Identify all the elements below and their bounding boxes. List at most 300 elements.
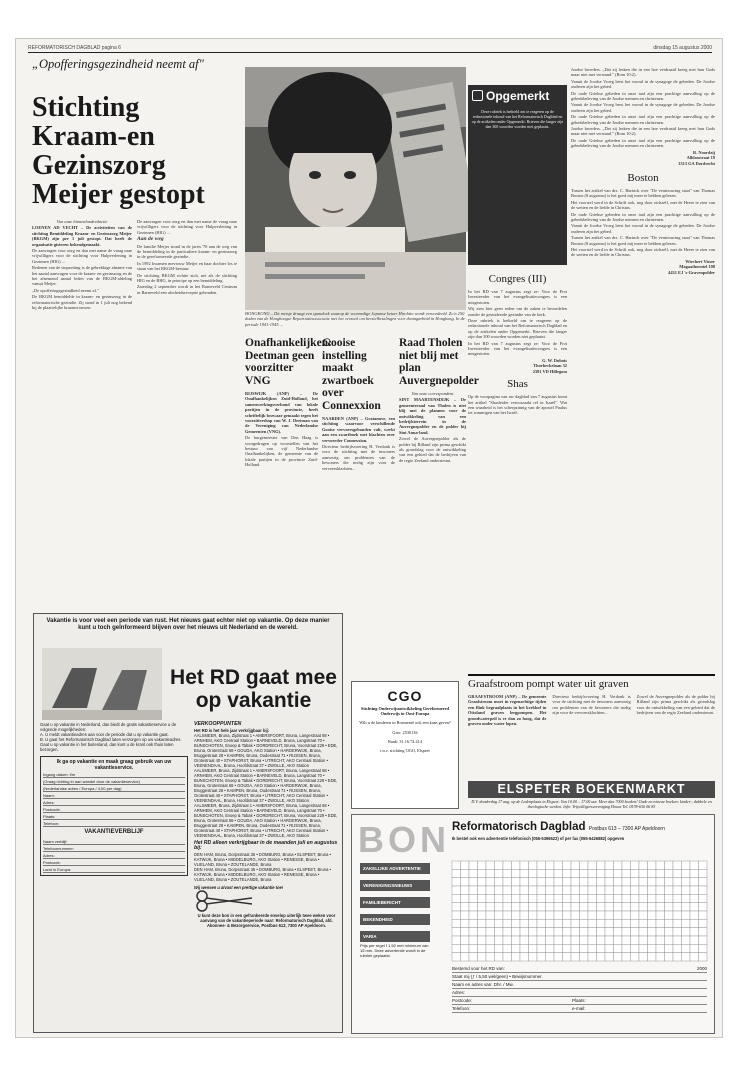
bon-grid-cell[interactable] (520, 911, 529, 919)
bon-grid-cell[interactable] (699, 919, 708, 927)
form-telefoon-field[interactable]: Telefoon: (43, 820, 185, 827)
bon-grid-cell[interactable] (452, 886, 461, 894)
bon-grid-cell[interactable] (537, 919, 546, 927)
bon-grid-cell[interactable] (673, 886, 682, 894)
bon-grid-cell[interactable] (554, 936, 563, 944)
bon-grid-cell[interactable] (665, 928, 674, 936)
bon-grid-cell[interactable] (648, 861, 657, 869)
bon-grid-cell[interactable] (512, 936, 521, 944)
bon-grid-cell[interactable] (639, 894, 648, 902)
bon-grid-cell[interactable] (656, 944, 665, 952)
bon-grid-cell[interactable] (529, 944, 538, 952)
bon-grid-cell[interactable] (563, 878, 572, 886)
bon-grid-cell[interactable] (622, 886, 631, 894)
bon-grid-cell[interactable] (537, 878, 546, 886)
bon-grid-cell[interactable] (503, 869, 512, 877)
bon-grid-cell[interactable] (503, 894, 512, 902)
bon-grid-cell[interactable] (469, 911, 478, 919)
bon-grid-cell[interactable] (597, 919, 606, 927)
bon-grid-cell[interactable] (452, 861, 461, 869)
bon-grid-cell[interactable] (580, 886, 589, 894)
bon-grid-cell[interactable] (580, 944, 589, 952)
bon-grid-cell[interactable] (648, 928, 657, 936)
bon-grid-cell[interactable] (605, 861, 614, 869)
bon-grid-cell[interactable] (546, 869, 555, 877)
bon-grid-cell[interactable] (495, 928, 504, 936)
bon-grid-cell[interactable] (529, 928, 538, 936)
bon-grid-cell[interactable] (614, 911, 623, 919)
bon-grid-cell[interactable] (690, 903, 699, 911)
bon-grid-cell[interactable] (690, 861, 699, 869)
bon-grid-cell[interactable] (563, 953, 572, 961)
bon-grid-cell[interactable] (673, 944, 682, 952)
bon-grid-cell[interactable] (673, 861, 682, 869)
bon-grid-cell[interactable] (478, 861, 487, 869)
bon-grid-cell[interactable] (461, 886, 470, 894)
bon-grid-cell[interactable] (673, 936, 682, 944)
bon-grid-cell[interactable] (537, 953, 546, 961)
bon-grid-cell[interactable] (690, 911, 699, 919)
bon-grid-cell[interactable] (452, 944, 461, 952)
bon-grid-cell[interactable] (503, 944, 512, 952)
bon-grid-cell[interactable] (546, 919, 555, 927)
bon-grid-cell[interactable] (597, 886, 606, 894)
bon-grid-cell[interactable] (520, 886, 529, 894)
bon-grid-cell[interactable] (656, 861, 665, 869)
bon-grid-cell[interactable] (503, 936, 512, 944)
bon-grid-cell[interactable] (495, 886, 504, 894)
bon-grid-cell[interactable] (529, 953, 538, 961)
bon-grid-cell[interactable] (461, 861, 470, 869)
bon-grid-cell[interactable] (690, 894, 699, 902)
bon-grid-cell[interactable] (588, 944, 597, 952)
bon-grid-cell[interactable] (503, 878, 512, 886)
bon-grid-cell[interactable] (605, 928, 614, 936)
bon-grid-cell[interactable] (486, 944, 495, 952)
bon-grid-cell[interactable] (486, 903, 495, 911)
bon-grid-cell[interactable] (665, 894, 674, 902)
form-option-1-checkbox[interactable]: (Graag richting in aan wandel door de vakantieservice) (43, 778, 185, 785)
bon-grid-cell[interactable] (682, 903, 691, 911)
bon-grid-cell[interactable] (699, 911, 708, 919)
bon-grid-cell[interactable] (648, 878, 657, 886)
bon-grid-cell[interactable] (588, 861, 597, 869)
form-period-field[interactable]: Ingang datum: t/m (43, 771, 185, 778)
bon-grid-cell[interactable] (631, 886, 640, 894)
bon-grid-cell[interactable] (478, 911, 487, 919)
bon-grid-cell[interactable] (648, 894, 657, 902)
bon-grid-cell[interactable] (631, 953, 640, 961)
bon-grid-cell[interactable] (673, 928, 682, 936)
bon-grid-cell[interactable] (597, 928, 606, 936)
bon-grid-cell[interactable] (699, 878, 708, 886)
bon-grid-cell[interactable] (503, 953, 512, 961)
bon-grid-cell[interactable] (665, 903, 674, 911)
bon-grid-cell[interactable] (546, 911, 555, 919)
bon-grid-cell[interactable] (648, 886, 657, 894)
bon-grid-cell[interactable] (563, 903, 572, 911)
bon-grid-cell[interactable] (461, 878, 470, 886)
bon-grid-cell[interactable] (631, 894, 640, 902)
bon-grid-cell[interactable] (571, 919, 580, 927)
bon-grid-cell[interactable] (580, 903, 589, 911)
bon-grid-cell[interactable] (452, 919, 461, 927)
bon-grid-cell[interactable] (588, 911, 597, 919)
bon-grid-cell[interactable] (486, 869, 495, 877)
bon-grid-cell[interactable] (631, 919, 640, 927)
bon-grid-cell[interactable] (631, 878, 640, 886)
bon-grid-cell[interactable] (648, 869, 657, 877)
bon-grid-cell[interactable] (571, 894, 580, 902)
bon-grid-cell[interactable] (614, 944, 623, 952)
bon-grid-cell[interactable] (563, 944, 572, 952)
bon-grid-cell[interactable] (495, 944, 504, 952)
bon-grid-cell[interactable] (639, 886, 648, 894)
bon-grid-cell[interactable] (588, 903, 597, 911)
bon-grid-cell[interactable] (486, 886, 495, 894)
bon-grid-cell[interactable] (665, 919, 674, 927)
form-verblijf-tel-field[interactable]: Telefoonnummer: (43, 845, 185, 852)
bon-grid-cell[interactable] (537, 886, 546, 894)
bon-grid-cell[interactable] (529, 878, 538, 886)
bon-grid-cell[interactable] (639, 878, 648, 886)
bon-grid-cell[interactable] (537, 911, 546, 919)
bon-grid-cell[interactable] (495, 911, 504, 919)
bon-grid-cell[interactable] (605, 953, 614, 961)
bon-grid-cell[interactable] (512, 953, 521, 961)
bon-grid-cell[interactable] (495, 903, 504, 911)
bon-grid-cell[interactable] (622, 953, 631, 961)
bon-grid-cell[interactable] (673, 878, 682, 886)
bon-category-5[interactable]: VARIA (360, 931, 430, 942)
bon-field-tel[interactable] (452, 1005, 707, 1013)
bon-grid-cell[interactable] (478, 903, 487, 911)
bon-grid-cell[interactable] (631, 869, 640, 877)
bon-grid-cell[interactable] (699, 894, 708, 902)
bon-grid-cell[interactable] (520, 919, 529, 927)
bon-grid-cell[interactable] (682, 886, 691, 894)
bon-grid-cell[interactable] (554, 903, 563, 911)
bon-grid-cell[interactable] (648, 911, 657, 919)
bon-grid-cell[interactable] (597, 878, 606, 886)
bon-grid-cell[interactable] (597, 869, 606, 877)
bon-grid-cell[interactable] (461, 953, 470, 961)
bon-grid-cell[interactable] (682, 919, 691, 927)
bon-grid-cell[interactable] (478, 919, 487, 927)
bon-grid-cell[interactable] (469, 953, 478, 961)
bon-grid-cell[interactable] (571, 936, 580, 944)
bon-grid-cell[interactable] (605, 911, 614, 919)
bon-grid-cell[interactable] (512, 919, 521, 927)
bon-grid-cell[interactable] (699, 903, 708, 911)
bon-grid-cell[interactable] (486, 953, 495, 961)
form-plaats-field[interactable]: Plaats: (43, 813, 185, 820)
bon-grid-cell[interactable] (622, 869, 631, 877)
bon-grid-cell[interactable] (486, 894, 495, 902)
bon-grid-cell[interactable] (571, 869, 580, 877)
bon-grid-cell[interactable] (580, 894, 589, 902)
bon-grid-cell[interactable] (529, 936, 538, 944)
bon-grid-cell[interactable] (682, 944, 691, 952)
form-adres-field[interactable]: Adres: (43, 799, 185, 806)
bon-grid-cell[interactable] (631, 861, 640, 869)
bon-grid-svg[interactable] (452, 861, 707, 961)
bon-grid-cell[interactable] (622, 944, 631, 952)
bon-grid-cell[interactable] (622, 894, 631, 902)
bon-grid-cell[interactable] (537, 861, 546, 869)
bon-grid-cell[interactable] (571, 886, 580, 894)
bon-grid-cell[interactable] (614, 936, 623, 944)
bon-grid-cell[interactable] (520, 928, 529, 936)
bon-grid-cell[interactable] (656, 869, 665, 877)
bon-grid-cell[interactable] (563, 911, 572, 919)
bon-grid-cell[interactable] (656, 953, 665, 961)
bon-grid-cell[interactable] (520, 869, 529, 877)
bon-grid-cell[interactable] (529, 869, 538, 877)
bon-field-dates[interactable]: Staat mij (ƒ / 5,50 wel/geen) • Bewijsnummer. (452, 973, 707, 981)
bon-grid-cell[interactable] (520, 878, 529, 886)
bon-grid-cell[interactable] (563, 936, 572, 944)
bon-grid-cell[interactable] (478, 953, 487, 961)
bon-grid-cell[interactable] (656, 911, 665, 919)
bon-grid-cell[interactable] (597, 861, 606, 869)
bon-grid-cell[interactable] (571, 928, 580, 936)
bon-grid-cell[interactable] (554, 911, 563, 919)
bon-grid-cell[interactable] (554, 928, 563, 936)
bon-grid-cell[interactable] (682, 936, 691, 944)
bon-grid-cell[interactable] (546, 886, 555, 894)
bon-grid-cell[interactable] (461, 919, 470, 927)
form-verblijf-land-field[interactable]: Land in Europa: (43, 866, 185, 873)
bon-grid-cell[interactable] (597, 944, 606, 952)
bon-grid-cell[interactable] (546, 928, 555, 936)
bon-grid-cell[interactable] (656, 894, 665, 902)
bon-grid-cell[interactable] (554, 886, 563, 894)
bon-grid-cell[interactable] (546, 903, 555, 911)
bon-grid-cell[interactable] (639, 911, 648, 919)
bon-grid-cell[interactable] (529, 919, 538, 927)
bon-grid-cell[interactable] (546, 861, 555, 869)
bon-grid-cell[interactable] (682, 911, 691, 919)
bon-grid-cell[interactable] (469, 936, 478, 944)
bon-grid-cell[interactable] (571, 953, 580, 961)
bon-grid-cell[interactable] (495, 878, 504, 886)
bon-grid-cell[interactable] (461, 944, 470, 952)
bon-grid-cell[interactable] (656, 919, 665, 927)
bon-grid-cell[interactable] (495, 953, 504, 961)
bon-grid-cell[interactable] (605, 869, 614, 877)
bon-grid-cell[interactable] (461, 869, 470, 877)
bon-grid-cell[interactable] (622, 878, 631, 886)
bon-field-name[interactable]: Naam en adres van: Dhr. / Mw. (452, 981, 707, 989)
bon-grid-cell[interactable] (665, 944, 674, 952)
bon-grid-cell[interactable] (597, 903, 606, 911)
bon-grid-cell[interactable] (537, 903, 546, 911)
bon-grid-cell[interactable] (656, 878, 665, 886)
bon-grid-cell[interactable] (520, 894, 529, 902)
bon-grid-cell[interactable] (478, 936, 487, 944)
bon-grid-cell[interactable] (563, 886, 572, 894)
bon-grid-cell[interactable] (605, 919, 614, 927)
bon-grid-cell[interactable] (461, 903, 470, 911)
bon-grid-cell[interactable] (580, 861, 589, 869)
bon-grid-cell[interactable] (614, 861, 623, 869)
bon-grid-cell[interactable] (563, 869, 572, 877)
bon-grid-cell[interactable] (605, 903, 614, 911)
bon-grid-cell[interactable] (580, 869, 589, 877)
bon-grid-cell[interactable] (580, 911, 589, 919)
bon-grid-cell[interactable] (699, 928, 708, 936)
bon-grid-cell[interactable] (605, 944, 614, 952)
bon-grid-cell[interactable] (512, 878, 521, 886)
bon-grid-cell[interactable] (639, 903, 648, 911)
bon-grid-cell[interactable] (461, 928, 470, 936)
bon-grid-cell[interactable] (631, 928, 640, 936)
bon-grid-cell[interactable] (546, 953, 555, 961)
bon-field-addr[interactable]: Adres: (452, 989, 707, 997)
bon-grid-cell[interactable] (469, 894, 478, 902)
bon-grid-cell[interactable] (673, 903, 682, 911)
bon-grid-cell[interactable] (486, 861, 495, 869)
bon-grid-cell[interactable] (571, 861, 580, 869)
bon-grid-cell[interactable] (605, 936, 614, 944)
bon-grid-cell[interactable] (648, 936, 657, 944)
bon-grid-cell[interactable] (588, 886, 597, 894)
bon-grid-cell[interactable] (512, 944, 521, 952)
bon-grid-cell[interactable] (631, 944, 640, 952)
bon-grid-cell[interactable] (614, 886, 623, 894)
bon-grid-cell[interactable] (469, 944, 478, 952)
bon-grid-cell[interactable] (486, 936, 495, 944)
bon-grid-cell[interactable] (588, 878, 597, 886)
bon-grid-cell[interactable] (682, 861, 691, 869)
bon-grid-cell[interactable] (469, 861, 478, 869)
bon-grid-cell[interactable] (495, 869, 504, 877)
bon-grid-cell[interactable] (656, 886, 665, 894)
bon-grid-cell[interactable] (597, 911, 606, 919)
bon-grid-cell[interactable] (580, 919, 589, 927)
bon-grid-cell[interactable] (614, 894, 623, 902)
bon-category-4[interactable]: BEKENDHEID (360, 914, 430, 925)
bon-grid-cell[interactable] (503, 886, 512, 894)
bon-field-rd[interactable] (452, 965, 707, 973)
bon-grid-cell[interactable] (512, 861, 521, 869)
bon-grid-cell[interactable] (469, 903, 478, 911)
bon-grid-cell[interactable] (605, 894, 614, 902)
bon-grid-cell[interactable] (461, 894, 470, 902)
bon-grid-cell[interactable] (648, 953, 657, 961)
bon-grid-cell[interactable] (452, 936, 461, 944)
bon-grid-cell[interactable] (512, 894, 521, 902)
bon-grid-cell[interactable] (563, 928, 572, 936)
bon-grid-cell[interactable] (554, 869, 563, 877)
bon-grid-cell[interactable] (520, 953, 529, 961)
bon-grid-cell[interactable] (588, 936, 597, 944)
bon-grid-cell[interactable] (495, 936, 504, 944)
bon-grid-cell[interactable] (571, 903, 580, 911)
bon-grid-cell[interactable] (486, 928, 495, 936)
bon-grid-cell[interactable] (690, 878, 699, 886)
bon-grid-cell[interactable] (614, 869, 623, 877)
bon-grid-cell[interactable] (673, 869, 682, 877)
bon-grid-cell[interactable] (546, 944, 555, 952)
bon-grid-cell[interactable] (469, 886, 478, 894)
bon-grid-cell[interactable] (656, 928, 665, 936)
bon-grid-cell[interactable] (605, 886, 614, 894)
bon-grid-cell[interactable] (512, 911, 521, 919)
bon-grid-cell[interactable] (656, 936, 665, 944)
bon-category-3[interactable]: FAMILIEBERICHT (360, 897, 430, 908)
bon-grid-cell[interactable] (469, 869, 478, 877)
bon-grid-cell[interactable] (639, 928, 648, 936)
bon-grid-cell[interactable] (520, 861, 529, 869)
bon-grid-cell[interactable] (665, 861, 674, 869)
bon-grid-cell[interactable] (478, 869, 487, 877)
bon-grid-cell[interactable] (588, 919, 597, 927)
bon-grid-cell[interactable] (452, 953, 461, 961)
bon-grid-cell[interactable] (503, 903, 512, 911)
bon-grid-cell[interactable] (452, 869, 461, 877)
bon-grid-cell[interactable] (486, 878, 495, 886)
bon-grid-cell[interactable] (512, 903, 521, 911)
bon-grid-cell[interactable] (520, 903, 529, 911)
bon-grid-cell[interactable] (529, 911, 538, 919)
bon-grid-cell[interactable] (529, 886, 538, 894)
bon-grid-cell[interactable] (546, 878, 555, 886)
bon-grid-cell[interactable] (673, 911, 682, 919)
bon-grid-cell[interactable] (690, 953, 699, 961)
form-verblijf-postcode-field[interactable]: Postcode: (43, 859, 185, 866)
bon-grid-cell[interactable] (554, 944, 563, 952)
bon-grid-cell[interactable] (690, 869, 699, 877)
bon-grid-cell[interactable] (699, 869, 708, 877)
bon-grid-cell[interactable] (537, 869, 546, 877)
bon-grid-cell[interactable] (665, 878, 674, 886)
bon-grid-cell[interactable] (571, 944, 580, 952)
bon-grid-cell[interactable] (682, 928, 691, 936)
bon-grid-cell[interactable] (469, 919, 478, 927)
bon-grid-cell[interactable] (605, 878, 614, 886)
bon-grid-cell[interactable] (546, 894, 555, 902)
bon-grid-cell[interactable] (699, 861, 708, 869)
bon-grid-cell[interactable] (554, 861, 563, 869)
bon-grid-cell[interactable] (665, 911, 674, 919)
bon-grid-cell[interactable] (665, 936, 674, 944)
bon-grid-cell[interactable] (563, 894, 572, 902)
bon-grid-cell[interactable] (682, 878, 691, 886)
bon-grid-cell[interactable] (699, 944, 708, 952)
bon-grid-cell[interactable] (665, 953, 674, 961)
bon-category-2[interactable]: VERENIGINGSNIEUWS (360, 880, 430, 891)
bon-grid-cell[interactable] (580, 878, 589, 886)
form-option-2-checkbox[interactable]: (Nederlandse adres / Europa / 4,00 per dag) (43, 785, 185, 792)
bon-grid-cell[interactable] (622, 911, 631, 919)
bon-grid-cell[interactable] (614, 919, 623, 927)
bon-grid-cell[interactable] (665, 869, 674, 877)
bon-grid-cell[interactable] (554, 919, 563, 927)
bon-grid-cell[interactable] (622, 861, 631, 869)
bon-letter-grid[interactable] (452, 861, 707, 961)
bon-grid-cell[interactable] (690, 886, 699, 894)
form-postcode-field[interactable]: Postcode: (43, 806, 185, 813)
bon-grid-cell[interactable] (648, 944, 657, 952)
bon-grid-cell[interactable] (537, 936, 546, 944)
bon-grid-cell[interactable] (648, 903, 657, 911)
bon-grid-cell[interactable] (452, 878, 461, 886)
bon-grid-cell[interactable] (486, 919, 495, 927)
bon-grid-cell[interactable] (639, 936, 648, 944)
bon-grid-cell[interactable] (682, 953, 691, 961)
